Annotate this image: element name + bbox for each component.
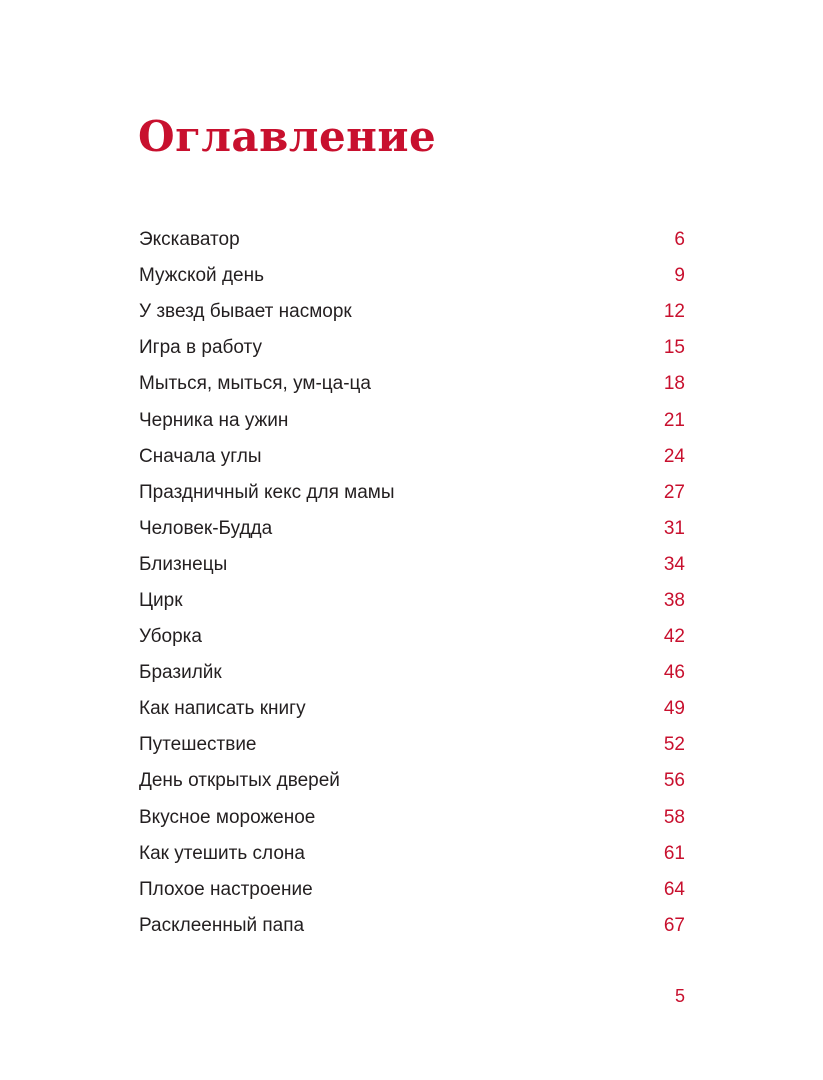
toc-entry-title: Близнецы (139, 553, 228, 575)
toc-entry-page: 27 (663, 481, 685, 503)
toc-entry-page: 42 (663, 626, 685, 648)
toc-entry-title: Экскаватор (139, 229, 240, 251)
toc-entry-title: Как утешить слона (139, 842, 305, 864)
toc-entry (139, 222, 685, 258)
toc-entry-title: У звезд бывает насморк (139, 301, 352, 323)
toc-entry-page: 52 (663, 734, 685, 756)
toc-entry (139, 691, 685, 727)
toc-entry-page: 31 (663, 517, 685, 539)
toc-entry-title: Мыться, мыться, ум-ца-ца (139, 373, 371, 395)
toc-entry-title: Расклеенный папа (139, 914, 305, 936)
toc-entry-page: 12 (663, 301, 685, 323)
toc-entry-title: Человек-Будда (139, 517, 273, 539)
toc-entry (139, 294, 685, 330)
toc-entry-page: 6 (674, 229, 685, 251)
toc-entry-title: Бразилйк (139, 662, 222, 684)
toc-entry-title: Сначала углы (139, 445, 262, 467)
toc-entry (139, 619, 685, 655)
page-number: 5 (674, 986, 685, 1006)
toc-entry-page: 38 (663, 589, 685, 611)
toc-entry-page: 21 (663, 409, 685, 431)
toc-entry-title: Мужской день (139, 265, 264, 287)
toc-entry-page: 18 (663, 373, 685, 395)
toc-entry (139, 330, 685, 366)
table-of-contents (139, 222, 685, 944)
toc-entry (139, 439, 685, 475)
toc-entry-page: 24 (663, 445, 685, 467)
toc-entry-page: 67 (663, 914, 685, 936)
toc-entry-page: 34 (663, 553, 685, 575)
toc-entry-title: Вкусное мороженое (139, 806, 316, 828)
toc-entry-page: 49 (663, 698, 685, 720)
toc-entry-title: День открытых дверей (139, 770, 340, 792)
toc-entry-page: 61 (663, 842, 685, 864)
toc-entry-title: Путешествие (139, 734, 257, 756)
toc-entry-title: Праздничный кекс для мамы (139, 481, 395, 503)
toc-entry-title: Уборка (139, 626, 202, 648)
toc-entry (139, 402, 685, 438)
toc-entry (139, 872, 685, 908)
toc-entry-page: 56 (663, 770, 685, 792)
toc-entry-page: 64 (663, 878, 685, 900)
toc-entry-page: 15 (663, 337, 685, 359)
toc-entry (139, 475, 685, 511)
page-title: Оглавление (138, 112, 437, 161)
toc-entry (139, 366, 685, 402)
toc-entry-title: Игра в работу (139, 337, 262, 359)
toc-entry (139, 547, 685, 583)
toc-entry-page: 9 (674, 265, 685, 287)
toc-entry (139, 836, 685, 872)
toc-entry (139, 583, 685, 619)
toc-entry-page: 58 (663, 806, 685, 828)
toc-entry (139, 763, 685, 799)
toc-entry (139, 258, 685, 294)
toc-entry-title: Черника на ужин (139, 409, 289, 431)
toc-entry (139, 800, 685, 836)
toc-entry-page: 46 (663, 662, 685, 684)
toc-entry-title: Как написать книгу (139, 698, 306, 720)
toc-entry (139, 655, 685, 691)
toc-entry (139, 727, 685, 763)
toc-entry (139, 908, 685, 944)
toc-entry-title: Плохое настроение (139, 878, 313, 900)
toc-entry-title: Цирк (139, 589, 183, 611)
toc-entry (139, 511, 685, 547)
